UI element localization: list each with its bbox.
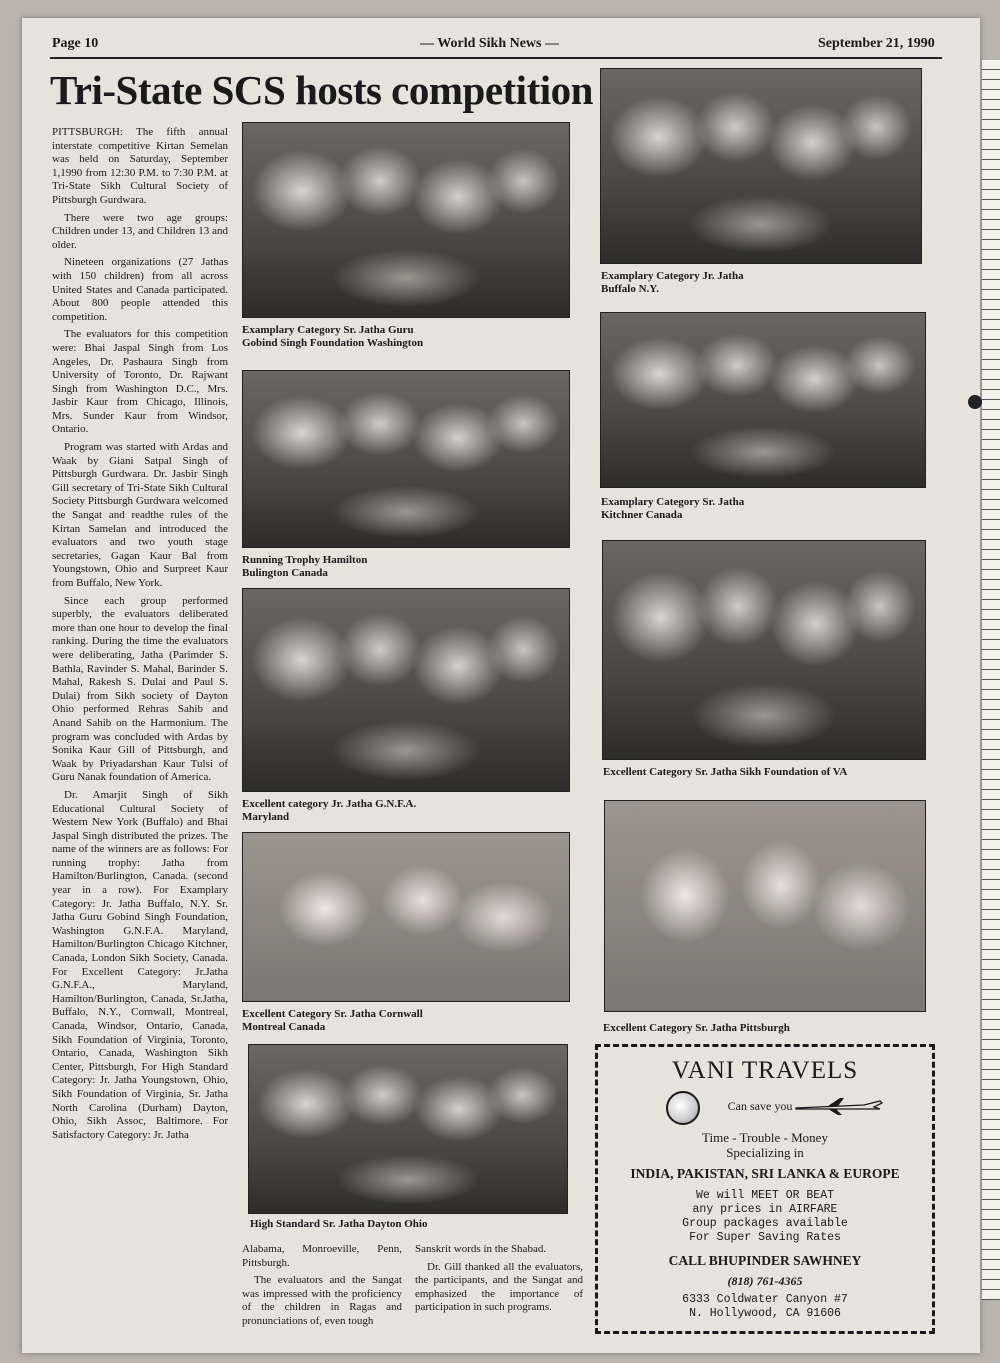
paragraph: The evaluators and the Sangat was impressed with the proficiency of the children in Ragas and pronunciations of, even tough <box>242 1274 402 1327</box>
ad-beat-line1: We will MEET OR BEAT <box>695 1189 835 1202</box>
caption: Examplary Category Sr. Jatha Guru Gobind Singh Foundation Washington <box>242 324 424 349</box>
publication-name: — World Sikh News — <box>420 36 559 51</box>
caption: Excellent Category Sr. Jatha Sikh Foundation of VA <box>603 766 848 778</box>
paragraph: Dr. Amarjit Singh of Sikh Educational Cultural Society of Western New York (Buffalo) and Bhai Jaspal Singh distributed the prizes. The name of the winners are as follows: For running trophy: Jatha from Hamilton/Burlington, Canada. (second year in a row). For Examplary Category: Jr. Jatha Buffalo, N.Y. Sr. Jatha Guru Gobind Singh Foundation, Washington G.N.F.A. Maryland, Hamilton/Burlington Chicago Kitchner, Canada, London Sikh Society, Canada. For Excellent Category: Jr.Jatha G.N.F.A., Maryland, Hamilton/Burlington, Canada, Sr.Jatha, Buffalo, N.Y., Cornwall, Montreal, Canada, Windsor, Ontario, Canada, Sikh Foundation of Virginia, Toronto, Ontario, Canada, Washington Sikh Center, Pittsburgh, For High Standard Category: Jr. Jatha Youngstown, Ohio, Sikh Foundation of Virginia, Sr. Jatha North Carolina (Durham) Dayton, Ohio, Sikh Assoc, Baltimore. For Satisfactory Category: Jr. Jatha <box>52 788 228 1141</box>
paragraph: There were two age groups: Children under 13, and Children 13 and older. <box>52 211 228 251</box>
paragraph: PITTSBURGH: The fifth annual interstate competitive Kirtan Semelan was held on Saturday, September 1,1990 from 12:30 P.M. to 7:30 P.M. at Tri-State Sikh Cultural Society of Pittsburgh Gurdwara. <box>52 126 228 206</box>
ad-regions: INDIA, PAKISTAN, SRI LANKA & EUROPE <box>630 1166 900 1181</box>
photo-examplary-jr-jatha-buffalo <box>600 68 922 264</box>
photo-running-trophy <box>242 370 570 548</box>
caption: Examplary Category Jr. Jatha Buffalo N.Y. <box>601 270 744 295</box>
paragraph: Sanskrit words in the Shabad. <box>415 1243 547 1255</box>
photo-examplary-kitchner <box>600 312 926 488</box>
punch-hole <box>968 395 982 409</box>
vani-travels-ad <box>595 1044 935 1334</box>
paragraph: Nineteen organizations (27 Jathas with 150 children) from all across United States and Canada participated. About 800 people attended this competition. <box>52 256 228 323</box>
article-bottom-right <box>415 1243 583 1319</box>
photo-excellent-virginia <box>602 540 926 760</box>
issue-date: September 21, 1990 <box>818 36 935 51</box>
ad-phone: (818) 761-4365 <box>727 1274 803 1288</box>
ad-benefits: Time - Trouble - Money <box>702 1130 828 1145</box>
ad-address1: 6333 Coldwater Canyon #7 <box>682 1293 848 1306</box>
ad-group-line2: For Super Saving Rates <box>689 1231 841 1244</box>
ad-address2: N. Hollywood, CA 91606 <box>689 1307 841 1320</box>
globe-icon <box>666 1091 700 1125</box>
article-bottom-middle <box>242 1243 402 1333</box>
ad-specializing: Specializing in <box>726 1145 804 1160</box>
caption: High Standard Sr. Jatha Dayton Ohio <box>250 1218 428 1230</box>
caption: Running Trophy Hamilton Bulington Canada <box>242 554 368 579</box>
airplane-icon <box>794 1097 884 1117</box>
ad-group-line1: Group packages available <box>682 1217 848 1230</box>
caption: Excellent category Jr. Jatha G.N.F.A. Maryland <box>242 798 417 823</box>
paragraph: Program was started with Ardas and Waak by Giani Satpal Singh of Pittsburgh Gurdwara. Dr. Jasbir Singh Gill secretary of Tri-State Sikh Cultural Society Pittsburgh Gurdwara welcomed the Sangat and readthe rules of the Kirtan Samelan and introduced the evaluators and two youth stage secretaries, Gagan Kaur Bal from Youngstown, Ohio and Surpreet Kaur from Buffalo, New York. <box>52 441 228 589</box>
caption: Excellent Category Sr. Jatha Cornwall Montreal Canada <box>242 1008 423 1033</box>
paragraph: The evaluators for this competition were: Bhai Jaspal Singh from Los Angeles, Dr. Pashaura Singh from University of Toronto, Dr. Rajwant Singh from Washington D.C., Mrs. Jasbir Kaur from Chicago, Illinois, Mrs. Sunder Kaur from Windsor, Ontario. <box>52 328 228 436</box>
measuring-ruler <box>981 60 1000 1300</box>
photo-high-standard-dayton <box>248 1044 568 1214</box>
caption: Examplary Category Sr. Jatha Kitchner Canada <box>601 496 745 521</box>
article-title: Tri-State SCS hosts competition <box>50 67 593 113</box>
header-rule <box>50 57 942 59</box>
ad-beat-line2: any prices in AIRFARE <box>692 1203 838 1216</box>
paragraph: Alabama, Monroeville, Penn, Pittsburgh. <box>242 1243 402 1269</box>
article-left-column <box>52 126 228 1146</box>
paragraph: Since each group performed superbly, the evaluators deliberated more than one hour to develop the final ranking. During the time the evaluators were deliberating, Jatha (Parimder S. Bathla, Ravinder S. Mahal, Barinder S. Mahal, Rakesh S. Dulai and Paul S. Dulai) from Sikh society of Dayton Ohio performed Rehras Sahib and Anand Sahib on the Harmonium. The program was concluded with Ardas by Sonika Kaur Gill of Pittsburgh, and Waak by Priyadarshan Kaur Tulsi of Guru Nanak foundation of America. <box>52 594 228 784</box>
photo-examplary-sr-jatha <box>242 122 570 318</box>
photo-excellent-jr-jatha <box>242 588 570 792</box>
page-number: Page 10 <box>52 36 99 51</box>
caption: Excellent Category Sr. Jatha Pittsburgh <box>603 1022 790 1034</box>
paragraph: Dr. Gill thanked all the evaluators, the participants, and the Sangat and emphasized the importance of participation in such programs. <box>415 1260 583 1314</box>
photo-excellent-cornwall <box>242 832 570 1002</box>
ad-call: CALL BHUPINDER SAWHNEY <box>668 1253 862 1268</box>
ad-tagline: Can save you <box>727 1099 793 1113</box>
photo-excellent-pittsburgh <box>604 800 926 1012</box>
ad-brand: VANI TRAVELS <box>671 1057 859 1084</box>
